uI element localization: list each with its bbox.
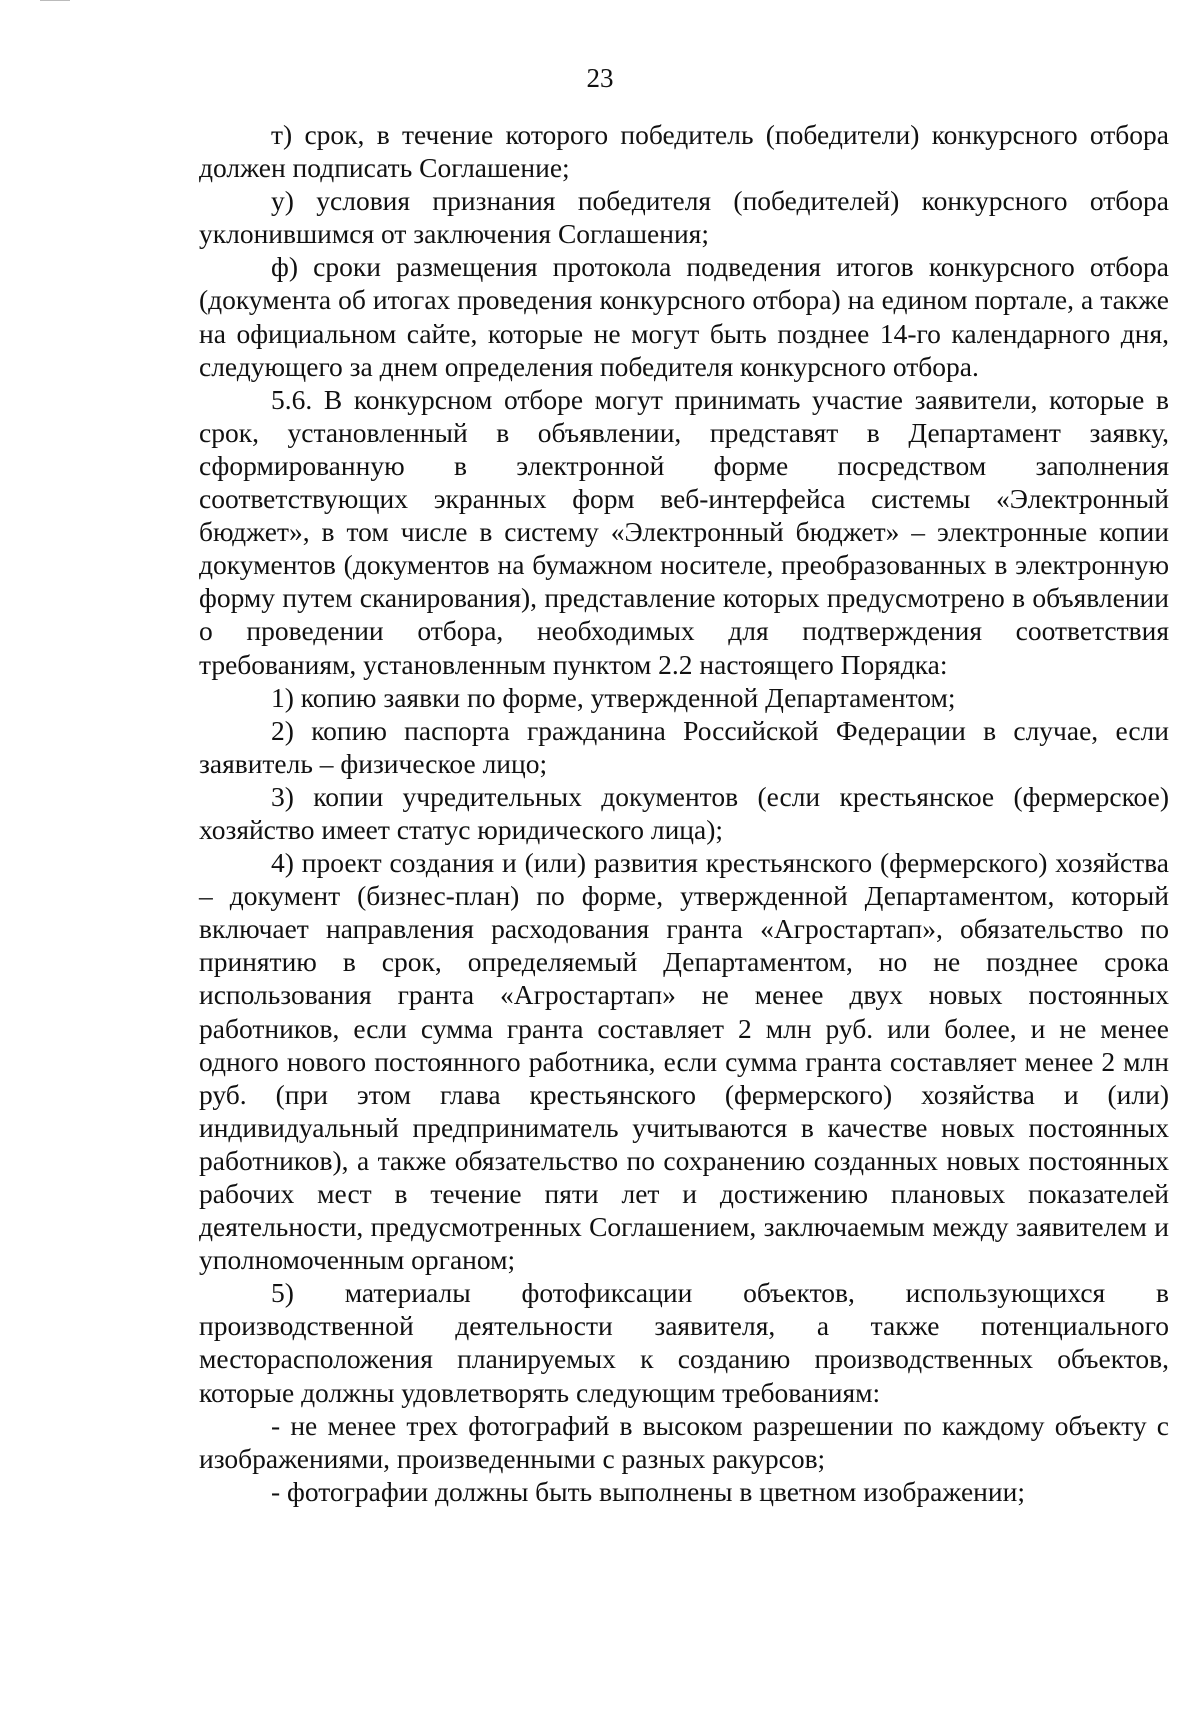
paragraph-item-3: 3) копии учредительных документов (если крестьянское (фермерское) хозяйство имеет статус юридического лица); <box>199 780 1169 845</box>
paragraph-item-t: т) срок, в течение которого победитель (победители) конкурсного отбора должен подписать Соглашение; <box>199 119 1169 184</box>
paragraph-item-2: 2) копию паспорта гражданина Российской Федерации в случае, если заявитель – физическое лицо; <box>199 714 1169 779</box>
paragraph-item-4: 4) проект создания и (или) развития крестьянского (фермерского) хозяйства – документ (бизнес-план) по форме, утвержденной Департаментом, который включает направления расходования гранта «Агростартап», обязательство по принятию в срок, определяемый Департаментом, но не позднее срока использования гранта «Агростартап» не менее двух новых постоянных работников, если сумма гранта составляет 2 млн руб. или более, и не менее одного нового постоянного работника, если сумма гранта составляет менее 2 млн руб. (при этом глава крестьянского (фермерского) хозяйства и (или) индивидуальный предприниматель учитываются в качестве новых постоянных работников), а также обязательство по сохранению созданных новых постоянных рабочих мест в течение пяти лет и достижению плановых показателей деятельности, предусмотренных Соглашением, заключаемым между заявителем и уполномоченным органом; <box>199 847 1169 1276</box>
paragraph-item-5: 5) материалы фотофиксации объектов, использующихся в производственной деятельности заявителя, а также потенциального месторасположения планируемых к созданию производственных объектов, которые должны удовлетворять следующим требованиям: <box>199 1277 1169 1408</box>
page-number: 23 <box>586 63 614 93</box>
paragraph-dash-photos-count: - не менее трех фотографий в высоком разрешении по каждому объекту с изображениями, произведенными с разных ракурсов; <box>199 1409 1169 1474</box>
paragraph-item-u: у) условия признания победителя (победителей) конкурсного отбора уклонившимся от заключения Соглашения; <box>199 185 1169 250</box>
paragraph-dash-photos-color: - фотографии должны быть выполнены в цветном изображении; <box>271 1475 1025 1507</box>
scan-margin-mark <box>40 0 70 1</box>
document-body <box>199 118 1169 1508</box>
paragraph-section-5-6: 5.6. В конкурсном отборе могут принимать участие заявители, которые в срок, установленный в объявлении, представят в Департамент заявку, сформированную в электронной форме посредством заполнения соответствующих экранных форм веб-интерфейса системы «Электронный бюджет», в том числе в систему «Электронный бюджет» – электронные копии документов (документов на бумажном носителе, преобразованных в электронную форму путем сканирования), представление которых предусмотрено в объявлении о проведении отбора, необходимых для подтверждения соответствия требованиям, установленным пунктом 2.2 настоящего Порядка: <box>199 383 1169 680</box>
paragraph-item-f: ф) сроки размещения протокола подведения итогов конкурсного отбора (документа об итогах проведения конкурсного отбора) на едином портале, а также на официальном сайте, которые не могут быть позднее 14-го календарного дня, следующего за днем определения победителя конкурсного отбора. <box>199 251 1169 382</box>
paragraph-item-1: 1) копию заявки по форме, утвержденной Департаментом; <box>271 681 956 713</box>
